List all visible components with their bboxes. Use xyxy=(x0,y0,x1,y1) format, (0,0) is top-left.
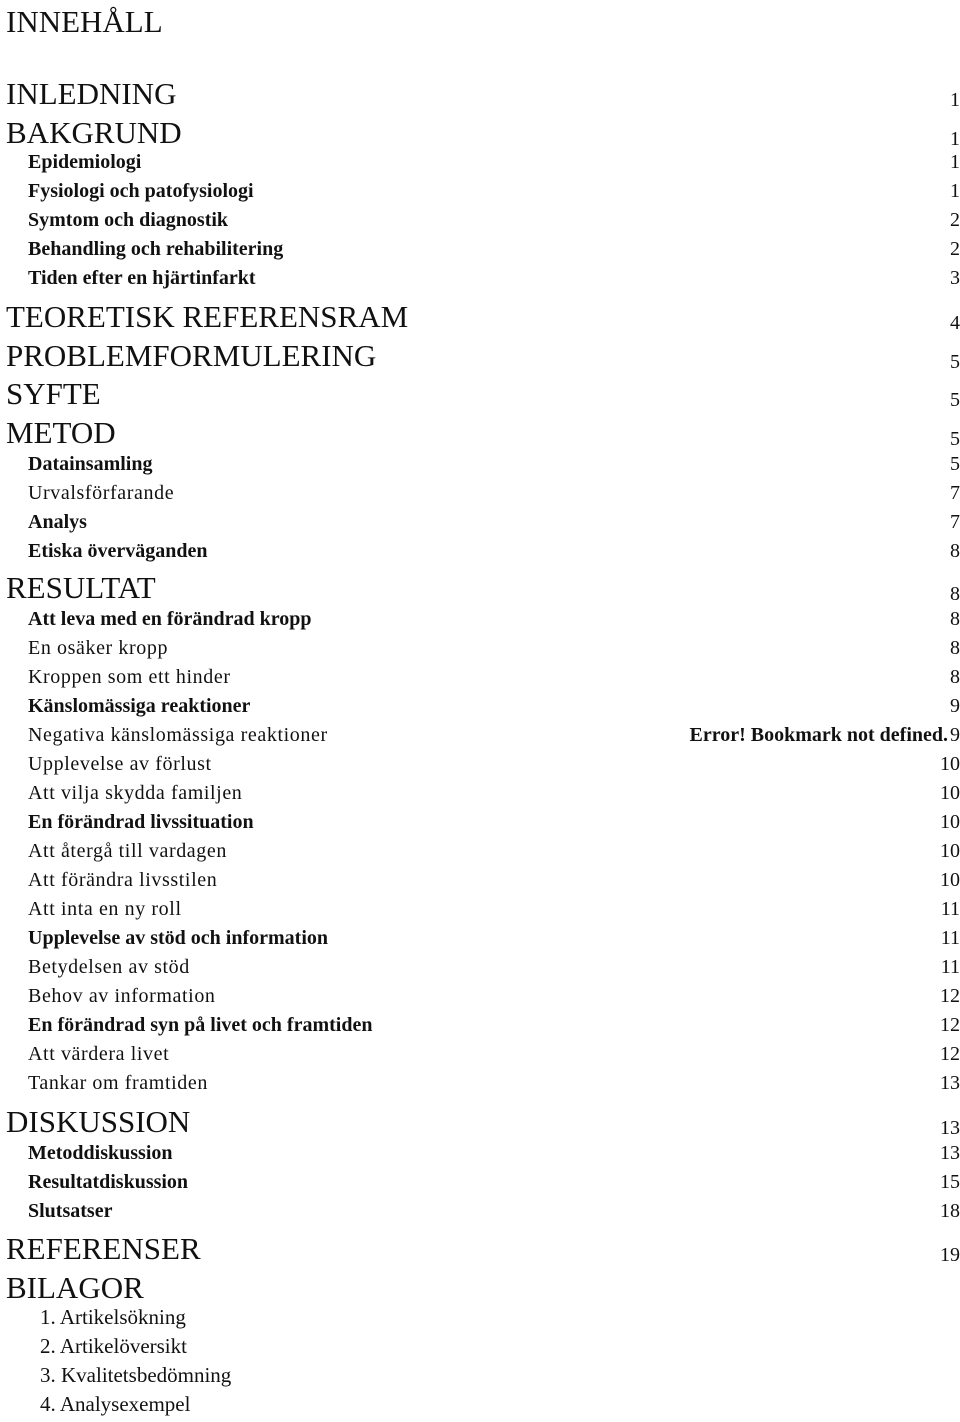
toc-entry-title: INLEDNING xyxy=(6,76,177,111)
toc-entry[interactable] xyxy=(0,982,960,1010)
toc-entry-page: 19 xyxy=(940,1244,960,1266)
toc-entry[interactable] xyxy=(0,264,960,292)
toc-entry[interactable] xyxy=(0,692,960,720)
toc-entry[interactable] xyxy=(0,568,960,608)
toc-title: INNEHÅLL xyxy=(6,4,163,39)
toc-entry-title: Att värdera livet xyxy=(28,1043,170,1065)
toc-entry[interactable] xyxy=(0,450,960,478)
toc-entry-page: 1 xyxy=(950,89,960,111)
toc-entry[interactable] xyxy=(0,605,960,633)
toc-entry-page: 10 xyxy=(940,782,960,804)
toc-entry-title: Negativa känslomässiga reaktioner xyxy=(28,724,328,746)
toc-entry[interactable] xyxy=(0,537,960,565)
toc-entry-title: 3. Kvalitetsbedömning xyxy=(40,1363,232,1387)
toc-entry-page: 2 xyxy=(950,238,960,260)
toc-entry-title: BILAGOR xyxy=(6,1270,144,1305)
toc-entry-title: Betydelsen av stöd xyxy=(28,956,190,978)
toc-entry-title: Behov av information xyxy=(28,985,216,1007)
toc-entry-page: 12 xyxy=(940,1014,960,1036)
toc-entry-title: PROBLEMFORMULERING xyxy=(6,338,377,373)
toc-entry[interactable] xyxy=(0,808,960,836)
toc-entry-title: RESULTAT xyxy=(6,570,156,605)
toc-entry-page: 10 xyxy=(940,811,960,833)
toc-entry-page: 13 xyxy=(940,1142,960,1164)
toc-entry[interactable] xyxy=(0,779,960,807)
toc-entry-title: BAKGRUND xyxy=(6,115,182,150)
toc-entry-title: Att inta en ny roll xyxy=(28,898,182,920)
toc-entry-title: Slutsatser xyxy=(28,1200,113,1222)
toc-entry-page: 8 xyxy=(950,540,960,562)
toc-entry[interactable] xyxy=(0,113,960,153)
toc-entry-page: 12 xyxy=(940,1043,960,1065)
toc-entry-page: 18 xyxy=(940,1200,960,1222)
toc-entry-page: 2 xyxy=(950,209,960,231)
toc-entry-page: 7 xyxy=(950,482,960,504)
toc-entry-page: 5 xyxy=(950,351,960,373)
toc-entry-page: 15 xyxy=(940,1171,960,1193)
toc-entry-page: 5 xyxy=(950,389,960,411)
toc-entry[interactable] xyxy=(0,1069,960,1097)
toc-entry-page: 11 xyxy=(940,956,960,978)
toc-entry-page: 1 xyxy=(950,151,960,173)
toc-entry-title: Fysiologi och patofysiologi xyxy=(28,180,254,202)
toc-entry-title: 2. Artikelöversikt xyxy=(40,1334,187,1358)
toc-entry-page: 1 xyxy=(950,128,960,150)
toc-entry-title: Behandling och rehabilitering xyxy=(28,238,284,260)
toc-entry-page: 8 xyxy=(950,666,960,688)
toc-entry[interactable] xyxy=(0,374,960,414)
toc-entry[interactable] xyxy=(0,1168,960,1196)
toc-entry[interactable] xyxy=(0,479,960,507)
toc-entry-title: Resultatdiskussion xyxy=(28,1171,189,1193)
toc-entry[interactable] xyxy=(0,1040,960,1068)
toc-entry[interactable] xyxy=(0,721,960,749)
toc-entry-title: Etiska överväganden xyxy=(28,540,208,562)
toc-entry[interactable] xyxy=(0,1197,960,1225)
toc-entry-title: Att återgå till vardagen xyxy=(28,840,227,862)
toc-entry-title: 4. Analysexempel xyxy=(40,1392,191,1416)
toc-entry-page: 10 xyxy=(940,753,960,775)
toc-entry-title: Urvalsförfarande xyxy=(28,482,175,504)
toc-entry[interactable] xyxy=(0,750,960,778)
toc-entry-title: Upplevelse av förlust xyxy=(28,753,212,775)
toc-entry-title: Analys xyxy=(28,511,87,533)
toc-entry[interactable] xyxy=(0,1361,960,1389)
toc-entry-title: En förändrad syn på livet och framtiden xyxy=(28,1014,373,1036)
toc-entry-title: Metoddiskussion xyxy=(28,1142,173,1164)
toc-entry-page: 10 xyxy=(940,869,960,891)
toc-entry[interactable] xyxy=(0,413,960,453)
toc-entry-page: 9 xyxy=(950,695,960,717)
toc-entry[interactable] xyxy=(0,336,960,376)
toc-entry-page: 4 xyxy=(950,312,960,334)
toc-entry-title: DISKUSSION xyxy=(6,1104,191,1139)
toc-entry-title: Att vilja skydda familjen xyxy=(28,782,243,804)
toc-entry[interactable] xyxy=(0,1268,960,1308)
toc-entry-page: 1 xyxy=(950,180,960,202)
toc-entry[interactable] xyxy=(0,1139,960,1167)
toc-entry-page: 13 xyxy=(940,1072,960,1094)
toc-entry-page: 10 xyxy=(940,840,960,862)
toc-entry[interactable] xyxy=(0,74,960,114)
toc-entry-page: 7 xyxy=(950,511,960,533)
toc-bookmark-error: Error! Bookmark not defined. xyxy=(689,724,948,746)
toc-entry-page: 9 xyxy=(950,724,960,746)
toc-entry-page: 5 xyxy=(950,428,960,450)
toc-entry-page: 8 xyxy=(950,637,960,659)
toc-entry-title: Datainsamling xyxy=(28,453,153,475)
toc-entry-title: Att förändra livsstilen xyxy=(28,869,218,891)
toc-entry[interactable] xyxy=(0,1011,960,1039)
toc-entry-title: SYFTE xyxy=(6,376,101,411)
toc-entry[interactable] xyxy=(0,953,960,981)
toc-entry-title: Att leva med en förändrad kropp xyxy=(28,608,312,630)
toc-entry[interactable] xyxy=(0,866,960,894)
toc-entry-page: 11 xyxy=(940,927,960,949)
toc-entry-title: METOD xyxy=(6,415,116,450)
toc-entry[interactable] xyxy=(0,1332,960,1360)
toc-entry-title: Epidemiologi xyxy=(28,151,142,173)
toc-entry[interactable] xyxy=(0,148,960,176)
toc-entry[interactable] xyxy=(0,297,960,337)
toc-entry[interactable] xyxy=(0,1390,960,1418)
toc-entry-title: Tiden efter en hjärtinfarkt xyxy=(28,267,256,289)
toc-entry-title: Upplevelse av stöd och information xyxy=(28,927,328,949)
toc-entry-page: 5 xyxy=(950,453,960,475)
toc-entry[interactable] xyxy=(0,1102,960,1142)
toc-entry-title: En förändrad livssituation xyxy=(28,811,254,833)
toc-entry[interactable] xyxy=(0,508,960,536)
toc-entry-title: Kroppen som ett hinder xyxy=(28,666,231,688)
toc-entry-page: 3 xyxy=(950,267,960,289)
toc-entry-title: En osäker kropp xyxy=(28,637,169,659)
toc-entry-title: Tankar om framtiden xyxy=(28,1072,208,1094)
toc-entry[interactable] xyxy=(0,634,960,662)
toc-entry-page: 8 xyxy=(950,583,960,605)
toc-entry-page: 13 xyxy=(940,1117,960,1139)
toc-entry-page: 11 xyxy=(940,898,960,920)
toc-entry[interactable] xyxy=(0,1303,960,1331)
toc-entry[interactable] xyxy=(0,895,960,923)
toc-entry-page: 8 xyxy=(950,608,960,630)
toc-entry-title: REFERENSER xyxy=(6,1231,201,1266)
toc-entry-title: Symtom och diagnostik xyxy=(28,209,229,231)
toc-entry[interactable] xyxy=(0,177,960,205)
toc-entry[interactable] xyxy=(0,663,960,691)
toc-entry-title: 1. Artikelsökning xyxy=(40,1305,186,1329)
toc-entry[interactable] xyxy=(0,924,960,952)
toc-entry-page: 12 xyxy=(940,985,960,1007)
toc-entry[interactable] xyxy=(0,837,960,865)
toc-entry[interactable] xyxy=(0,1229,960,1269)
toc-entry-title: TEORETISK REFERENSRAM xyxy=(6,299,409,334)
toc-entry[interactable] xyxy=(0,235,960,263)
toc-entry[interactable] xyxy=(0,206,960,234)
toc-entry-title: Känslomässiga reaktioner xyxy=(28,695,251,717)
